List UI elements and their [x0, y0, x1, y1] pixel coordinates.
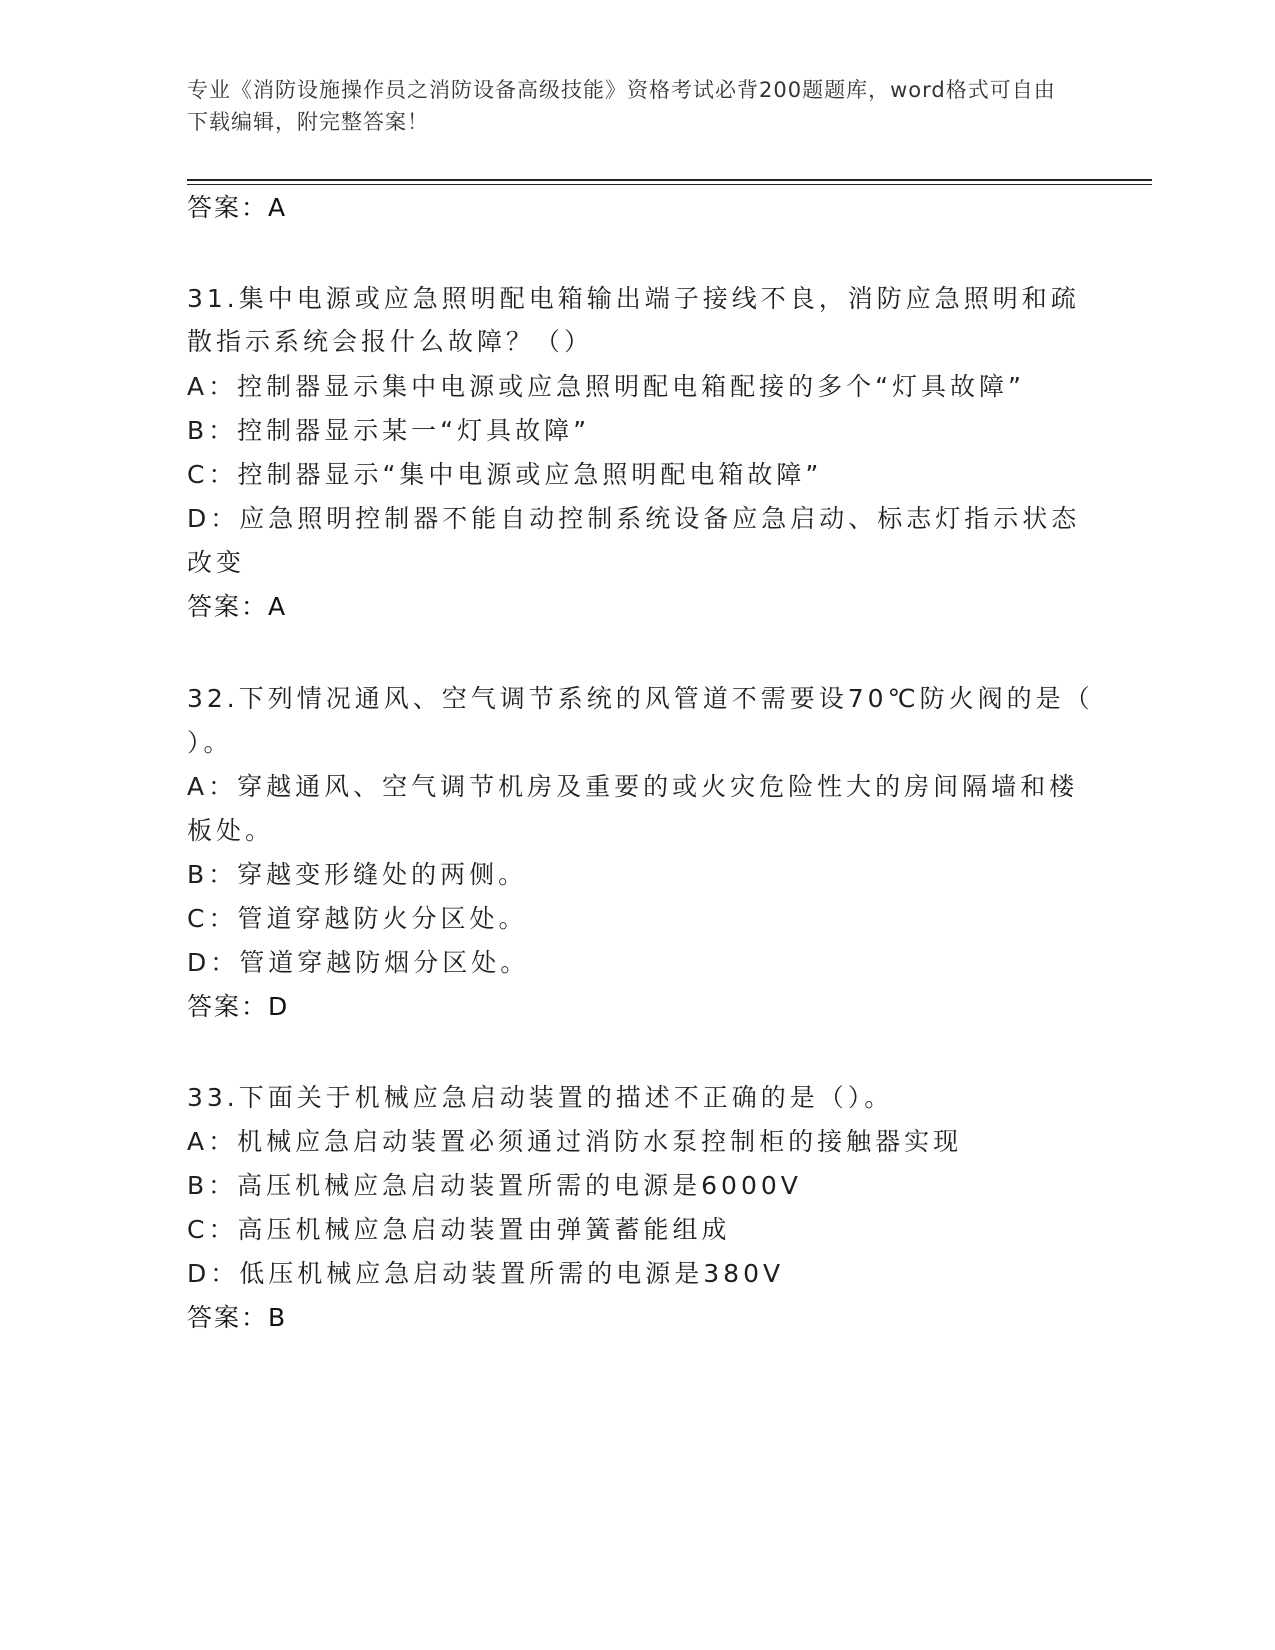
question-31-option-b: B：控制器显示某一“灯具故障”	[187, 416, 591, 445]
question-33-stem: 33.下面关于机械应急启动装置的描述不正确的是（）。	[187, 1083, 894, 1112]
question-31-stem-line-1: 31.集中电源或应急照明配电箱输出端子接线不良，消防应急照明和疏	[187, 284, 1080, 313]
question-33-option-a: A：机械应急启动装置必须通过消防水泵控制柜的接触器实现	[187, 1127, 963, 1156]
question-32-option-c: C：管道穿越防火分区处。	[187, 904, 528, 933]
question-33-option-c: C：高压机械应急启动装置由弹簧蓄能组成	[187, 1215, 731, 1244]
question-33-answer: 答案：B	[187, 1303, 288, 1332]
question-32-option-a-line-2: 板处。	[187, 816, 275, 845]
question-32-option-a-line-1: A：穿越通风、空气调节机房及重要的或火灾危险性大的房间隔墙和楼	[187, 772, 1079, 801]
question-32-stem-line-2: ）。	[187, 728, 233, 757]
question-31-option-a: A：控制器显示集中电源或应急照明配电箱配接的多个“灯具故障”	[187, 372, 1026, 401]
question-31-stem-line-2: 散指示系统会报什么故障？（）	[187, 327, 594, 356]
header-divider-thick	[187, 179, 1152, 181]
question-32-option-d: D：管道穿越防烟分区处。	[187, 948, 530, 977]
question-31-answer: 答案：A	[187, 592, 288, 621]
question-31-option-d-line-2: 改变	[187, 548, 246, 577]
question-33-option-b: B：高压机械应急启动装置所需的电源是6000V	[187, 1171, 802, 1200]
question-32-stem-line-1: 32.下列情况通风、空气调节系统的风管道不需要设70℃防火阀的是（	[187, 684, 1094, 713]
header-divider-thin	[187, 184, 1152, 185]
page-header: 专业《消防设施操作员之消防设备高级技能》资格考试必背200题题库，word格式可自由下载编辑，附完整答案！	[187, 78, 1056, 134]
question-31-option-d-line-1: D：应急照明控制器不能自动控制系统设备应急启动、标志灯指示状态	[187, 504, 1081, 533]
question-32-answer: 答案：D	[187, 992, 290, 1021]
question-32-option-b: B：穿越变形缝处的两侧。	[187, 860, 528, 889]
previous-answer: 答案：A	[187, 193, 288, 222]
question-31-option-c: C：控制器显示“集中电源或应急照明配电箱故障”	[187, 460, 823, 489]
question-33-option-d: D：低压机械应急启动装置所需的电源是380V	[187, 1259, 785, 1288]
